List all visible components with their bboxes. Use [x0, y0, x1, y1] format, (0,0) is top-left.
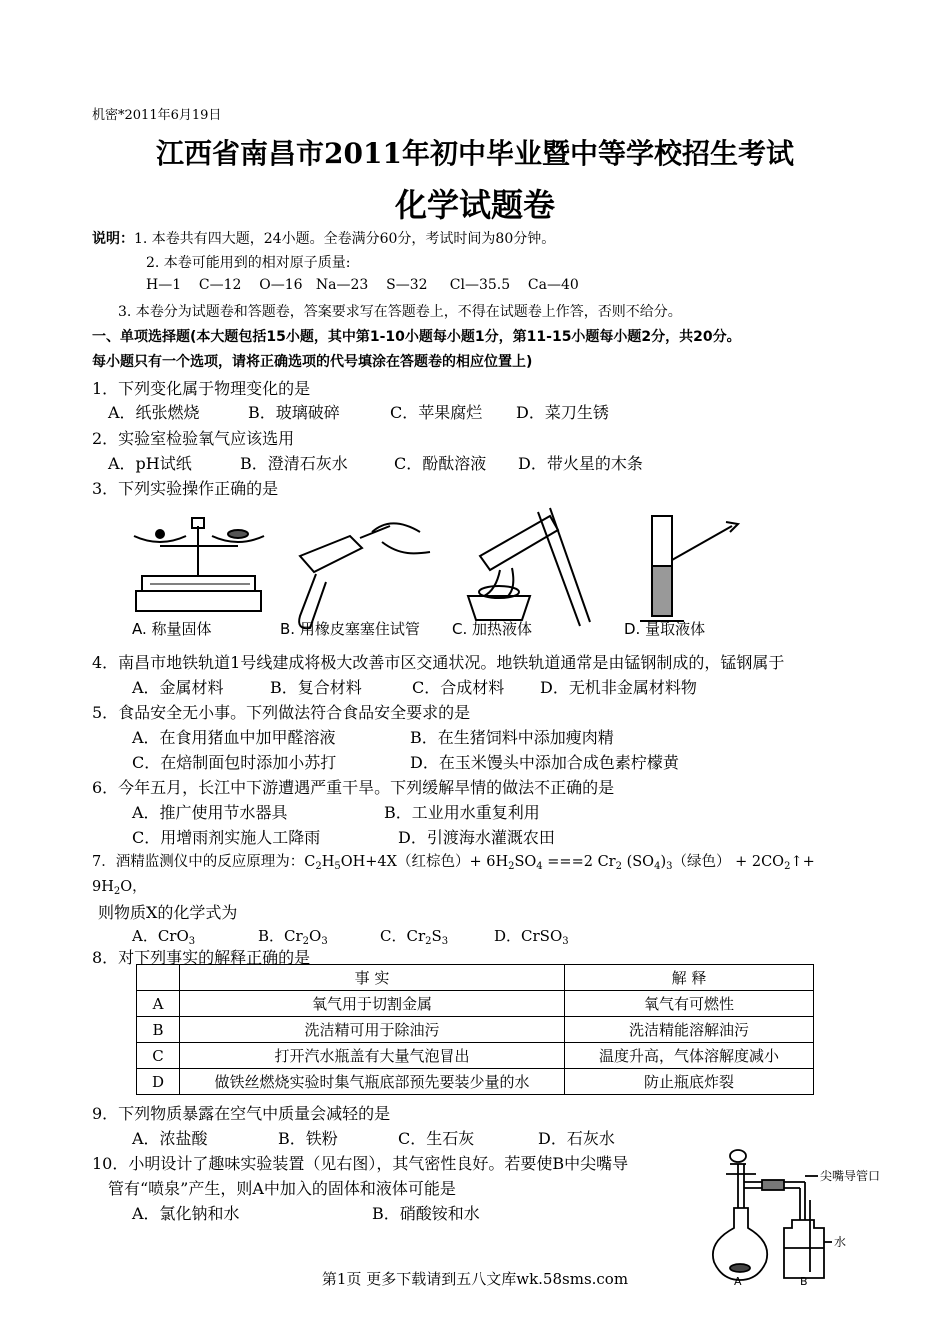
- table-cell: 氧气用于切割金属: [180, 991, 565, 1017]
- q7-part: 9H: [92, 879, 114, 895]
- q3-apparatus-figure: [120, 496, 750, 646]
- q7-sub: 2: [113, 886, 121, 897]
- q5-option-b: B．在生猪饲料中添加瘦肉精: [410, 728, 614, 747]
- q10-option-a: A．氯化钠和水: [132, 1204, 240, 1223]
- q9-option-c: C．生石灰: [398, 1129, 475, 1148]
- q3-label-d: D. 量取液体: [624, 620, 706, 638]
- q5-option-a: A．在食用猪血中加甲醛溶液: [132, 728, 336, 747]
- q7-sub: 2: [784, 861, 791, 872]
- table-cell: 氧气有可燃性: [565, 991, 814, 1017]
- q2-option-a: A．pH试纸: [108, 454, 192, 473]
- q7-option-c: [380, 925, 448, 946]
- q7-sub: 3: [441, 936, 449, 947]
- q7-opt-text: A．CrO: [132, 927, 189, 945]
- q7-opt-text: S: [431, 927, 442, 945]
- table-row: [137, 1043, 814, 1069]
- q4-option-d: D．无机非金属材料物: [540, 678, 697, 697]
- q9-option-d: D．石灰水: [538, 1129, 615, 1148]
- exam-title: 江西省南昌市2011年初中毕业暨中等学校招生考试: [156, 137, 794, 170]
- exam-subtitle: 化学试题卷: [394, 186, 555, 224]
- q7-sub: 3: [666, 861, 673, 872]
- q7-opt-text: C．Cr: [380, 927, 426, 945]
- q10-option-b: B．硝酸铵和水: [372, 1204, 480, 1223]
- instruction-label: 说明：: [92, 231, 134, 247]
- q9-option-a: A．浓盐酸: [132, 1129, 208, 1148]
- q7-opt-text: D．CrSO: [494, 927, 563, 945]
- confidential-note: 机密*2011年6月19日: [92, 108, 222, 123]
- q7-sub: 4: [536, 861, 543, 872]
- heating-liquid-drawing: [468, 508, 590, 626]
- q1-stem: 1．下列变化属于物理变化的是: [92, 379, 311, 398]
- q10-stem: 10．小明设计了趣味实验装置（见右图），其气密性良好。若要使B中尖嘴导: [92, 1154, 629, 1173]
- q6-option-c: C．用增雨剂实施人工降雨: [132, 828, 321, 847]
- q4-stem: 4．南昌市地铁轨道1号线建成将极大改善市区交通状况。地铁轨道通常是由锰钢制成的，锰钢属于: [92, 653, 785, 672]
- table-cell: 洗洁精可用于除油污: [180, 1017, 565, 1043]
- q7-part: O，: [120, 879, 147, 895]
- q3-label-c: C. 加热液体: [452, 620, 533, 638]
- q7-sub: 3: [188, 936, 196, 947]
- q9-stem: 9．下列物质暴露在空气中质量会减轻的是: [92, 1104, 391, 1123]
- q5-option-d: D．在玉米馒头中添加合成色素柠檬黄: [410, 753, 679, 772]
- table-cell: 打开汽水瓶盖有大量气泡冒出: [180, 1043, 565, 1069]
- table-cell: 做铁丝燃烧实验时集气瓶底部预先要装少量的水: [180, 1069, 565, 1095]
- q7-part: (SO: [621, 854, 655, 870]
- q7-part: H: [321, 854, 335, 870]
- table-cell: 洗洁精能溶解油污: [565, 1017, 814, 1043]
- q7-sub: 5: [334, 861, 341, 872]
- q2-stem: 2．实验室检验氧气应该选用: [92, 429, 295, 448]
- atomic-masses: H—1 C—12 O—16 Na—23 S—32 Cl—35.5 Ca—40: [146, 277, 579, 293]
- q6-option-d: D．引渡海水灌溉农田: [398, 828, 555, 847]
- table-header: 事 实: [180, 965, 565, 991]
- table-cell: D: [137, 1069, 180, 1095]
- instruction-2: 2. 本卷可能用到的相对原子质量:: [146, 255, 351, 271]
- q3-stem: 3．下列实验操作正确的是: [92, 479, 279, 498]
- q7-sub: 2: [302, 936, 310, 947]
- table-header: [137, 965, 180, 991]
- q7-opt-text: O: [309, 927, 322, 945]
- q3-label-a: A. 称量固体: [132, 620, 212, 638]
- q7-sub: 3: [321, 936, 328, 947]
- q7-sub: 3: [562, 936, 569, 947]
- q3-label-b: B. 用橡皮塞塞住试管: [280, 620, 420, 638]
- q6-stem: 6．今年五月，长江中下游遭遇严重干旱。下列缓解旱情的做法不正确的是: [92, 778, 615, 797]
- q1-option-c: C．苹果腐烂: [390, 403, 483, 422]
- section1-heading: 一、单项选择题(本大题包括15小题，其中第1-10小题每小题1分，第11-15小题每小题2分，共20分。: [92, 329, 741, 345]
- q10-label-a: A: [734, 1275, 742, 1287]
- q7-sub: 2: [425, 936, 432, 947]
- q10-label-b: B: [800, 1275, 808, 1287]
- q7-part: ===2 Cr: [542, 854, 616, 870]
- q1-option-a: A．纸张燃烧: [108, 403, 200, 422]
- q10-stem-2: 管有“喷泉”产生，则A中加入的固体和液体可能是: [108, 1179, 456, 1198]
- q4-option-a: A．金属材料: [132, 678, 224, 697]
- q7-sub: 2: [315, 861, 322, 872]
- q5-stem: 5．食品安全无小事。下列做法符合食品安全要求的是: [92, 703, 471, 722]
- q5-option-c: C．在焙制面包时添加小苏打: [132, 753, 337, 772]
- q7-option-d: [494, 925, 569, 946]
- page-footer: 第1页 更多下载请到五八文库wk.58sms.com: [321, 1270, 629, 1288]
- q7-sub: 2: [508, 861, 515, 872]
- q7-question: 则物质X的化学式为: [98, 903, 238, 922]
- q6-option-a: A．推广使用节水器具: [132, 803, 288, 822]
- q7-reaction-line2: [92, 875, 147, 896]
- table-cell: 防止瓶底炸裂: [565, 1069, 814, 1095]
- q7-option-b: [258, 925, 328, 946]
- q7-part: ↑+: [790, 854, 815, 870]
- q1-option-b: B．玻璃破碎: [248, 403, 340, 422]
- q1-option-d: D．菜刀生锈: [516, 403, 609, 422]
- table-row: [137, 1069, 814, 1095]
- table-row: [137, 1017, 814, 1043]
- table-header-row: [137, 965, 814, 991]
- table-cell: B: [137, 1017, 180, 1043]
- q2-option-c: C．酚酞溶液: [394, 454, 487, 473]
- q4-option-b: B．复合材料: [270, 678, 362, 697]
- funnel-bulb: [730, 1150, 746, 1162]
- q8-table: [136, 964, 814, 1095]
- q4-option-c: C．合成材料: [412, 678, 505, 697]
- q2-option-b: B．澄清石灰水: [240, 454, 348, 473]
- test-tube-stopper-drawing: [299, 523, 430, 628]
- balance-drawing: [134, 518, 264, 611]
- graduated-cylinder-drawing: [640, 516, 738, 621]
- section1-heading-2: 每小题只有一个选项，请将正确选项的代号填涂在答题卷的相应位置上): [92, 354, 533, 370]
- q7-part: 7．酒精监测仪中的反应原理为：C: [92, 854, 316, 870]
- table-row: [137, 991, 814, 1017]
- q7-option-a: [132, 925, 195, 946]
- q8-stem: 8．对下列事实的解释正确的是: [92, 948, 311, 967]
- q7-part: （绿色） + 2CO: [672, 854, 785, 870]
- q10-apparatus-figure: [700, 1142, 920, 1287]
- q7-part: SO: [514, 854, 537, 870]
- q7-sub: 2: [615, 861, 622, 872]
- table-header: 解 释: [565, 965, 814, 991]
- table-cell: C: [137, 1043, 180, 1069]
- instruction-3: 3. 本卷分为试题卷和答题卷，答案要求写在答题卷上，不得在试题卷上作答，否则不给分。: [118, 304, 682, 320]
- table-cell: 温度升高，气体溶解度减小: [565, 1043, 814, 1069]
- table-cell: A: [137, 991, 180, 1017]
- q7-opt-text: B．Cr: [258, 927, 303, 945]
- q6-option-b: B．工业用水重复利用: [384, 803, 540, 822]
- instruction-1-text: 1. 本卷共有四大题，24小题。全卷满分60分，考试时间为80分钟。: [134, 231, 556, 247]
- q9-option-b: B．铁粉: [278, 1129, 338, 1148]
- q7-reaction: [92, 850, 815, 871]
- q7-sub: 4: [654, 861, 661, 872]
- q10-label-water: 水: [834, 1235, 847, 1249]
- q2-option-d: D．带火星的木条: [518, 454, 643, 473]
- q7-part: OH+4X（红棕色）+ 6H: [340, 854, 509, 870]
- instruction-1: [92, 228, 555, 248]
- q10-label-tube: 尖嘴导管口: [820, 1169, 881, 1183]
- q7-part: ): [660, 854, 667, 870]
